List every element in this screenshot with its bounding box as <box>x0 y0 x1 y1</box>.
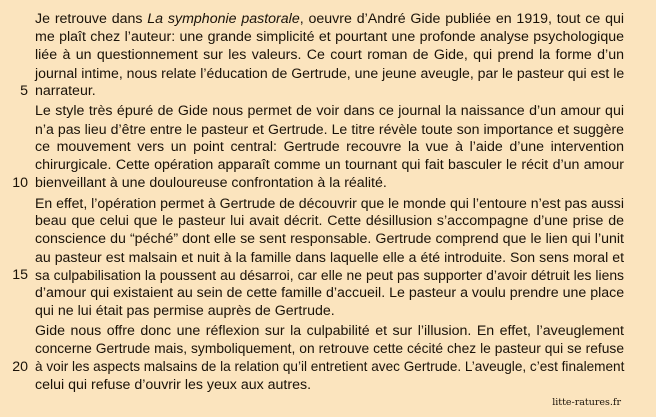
text-line: d’amour qui existaient au sein de cette famille d’accueil. Le pasteur a voulu prendre une place <box>35 285 625 301</box>
text-line: conscience du “péché” dont elle se sent responsable. Gertrude comprend que le lien qui l’unit <box>35 231 624 247</box>
line-number: 20 <box>12 359 28 375</box>
text-line: me plaît chez l’auteur: une grande simplicité et pourtant une profonde analyse psychologique <box>35 29 624 45</box>
text-line: n’a pas lieu d’être entre le pasteur et Gertrude. Le titre révèle toute son importance et suggère <box>35 121 624 137</box>
book-title: La symphonie pastorale <box>147 11 300 27</box>
text-line: sa culpabilisation la poussent au désarroi, car elle ne peut pas supporter d’avoir détruit les liens <box>35 267 624 283</box>
text-line: liée à un questionnement sur les valeurs. Ce court roman de Gide, qui prend la forme d’un <box>35 47 624 63</box>
text-line: narrateur. <box>35 83 96 99</box>
text-line: ce mouvement vers un point central: Gertrude recouvre la vue à l’aide d’une intervention <box>35 139 624 155</box>
text-line: Le style très épuré de Gide nous permet de voir dans ce journal la naissance d’un amour qui <box>35 103 624 119</box>
text-line: beau que celui que le pasteur lui avait décrit. Cette désillusion s’accompagne d’une prise de <box>35 213 624 229</box>
source-credit: litte-ratures.fr <box>552 397 621 408</box>
text-line: Gide nous offre donc une réflexion sur la culpabilité et sur l’illusion. En effet, l’aveuglement <box>35 323 624 339</box>
text-line: au pasteur est malsain et nuit à la famille dans laquelle elle a été introduite. Son sens moral et <box>35 249 624 265</box>
text-line: journal intime, nous relate l’éducation de Gertrude, une jeune aveugle, par le pasteur qui est le <box>35 65 625 81</box>
text-line: qui ne lui était pas permise auprès de Gertrude. <box>35 303 335 319</box>
text-line: chirurgicale. Cette opération apparaît comme un tournant qui fait basculer le récit d’un amour <box>35 157 624 173</box>
text-line: En effet, l’opération permet à Gertrude de découvrir que le monde qui l’entoure n’est pas aussi <box>35 195 624 211</box>
text-line: celui qui refuse d’ouvrir les yeux aux autres. <box>35 377 312 393</box>
line-number: 10 <box>12 175 28 191</box>
line-number: 15 <box>12 267 28 283</box>
text-span: , oeuvre d’André Gide publiée en 1919, tout ce qui <box>299 11 625 27</box>
text-line <box>35 10 624 28</box>
line-number: 5 <box>20 83 28 99</box>
text-line: bienveillant à une douloureuse confrontation à la réalité. <box>35 175 387 191</box>
text-line: à voir les aspects malsains de la relation qu’il entretient avec Gertrude. L’aveugle, c’est finalement <box>35 359 625 374</box>
text-span: Je retrouve dans <box>35 11 148 27</box>
text-line: concerne Gertrude mais, symboliquement, on retrouve cette cécité chez le pasteur qui se refuse <box>35 341 624 356</box>
